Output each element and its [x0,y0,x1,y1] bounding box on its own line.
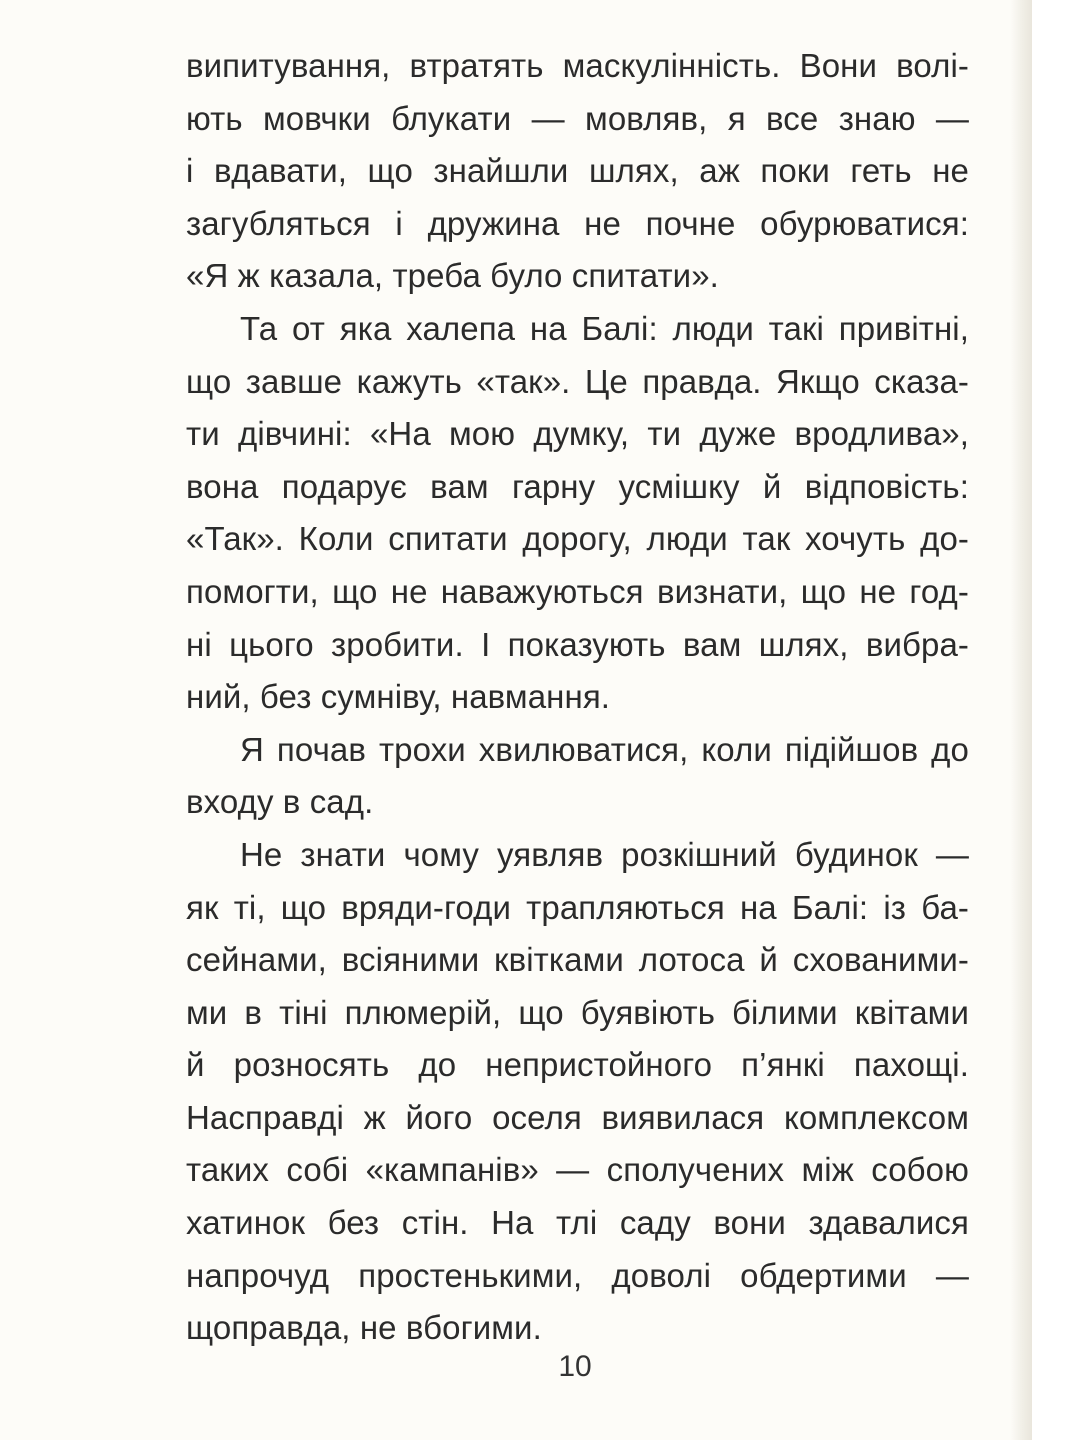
text-line: помогти, що не наважуються визнати, що не год- [186,572,969,610]
text-line: ти дівчині: «На мою думку, ти дуже вродлива», [186,415,969,453]
text-line: і вдавати, що знайшли шлях, аж поки геть не [186,152,969,190]
page-number: 10 [558,1350,592,1383]
text-line: ний, без сумніву, навмання. [186,678,611,716]
text-line: щоправда, не вбогими. [186,1309,542,1347]
text-line: «Так». Коли спитати дорогу, люди так хочуть до- [186,520,969,558]
text-line: ми в тіні плюмерій, що буявіють білими квітами [186,993,969,1031]
text-line: Насправді ж його оселя виявилася комплексом [186,1098,969,1136]
text-line: вона подарує вам гарну усмішку й відповість: [186,467,969,505]
text-line: напрочуд простенькими, доволі обдертими — [186,1256,969,1294]
text-line: «Я ж казала, треба було спитати». [186,257,719,295]
text-line: Я почав трохи хвилюватися, коли підійшов до [240,730,969,768]
text-line: Не знати чому уявляв розкішний будинок — [240,835,969,873]
text-line: випитування, втратять маскулінність. Вони волі- [186,47,969,84]
text-line: й розносять до непристойного п’янкі пахощі. [186,1046,969,1084]
text-line: хатинок без стін. На тлі саду вони здавалися [186,1204,969,1242]
page-edge-shadow [1010,0,1032,1440]
text-line: що завше кажуть «так». Це правда. Якщо сказа- [186,362,969,400]
text-line: загубляться і дружина не почне обурюватися: [186,204,969,242]
text-line: ють мовчки блукати — мовляв, я все знаю — [186,99,969,137]
text-line: як ті, що вряди-годи трапляються на Балі: із ба- [186,888,969,926]
text-line: Та от яка халепа на Балі: люди такі привітні, [240,309,969,347]
text-line: сейнами, всіяними квітками лотоса й схованими- [186,941,969,979]
text-line: таких собі «кампанів» — сполучених між собою [186,1151,969,1189]
text-line: ні цього зробити. І показують вам шлях, вибра- [186,625,969,663]
body-text [186,40,969,1355]
text-line: входу в сад. [186,783,374,821]
